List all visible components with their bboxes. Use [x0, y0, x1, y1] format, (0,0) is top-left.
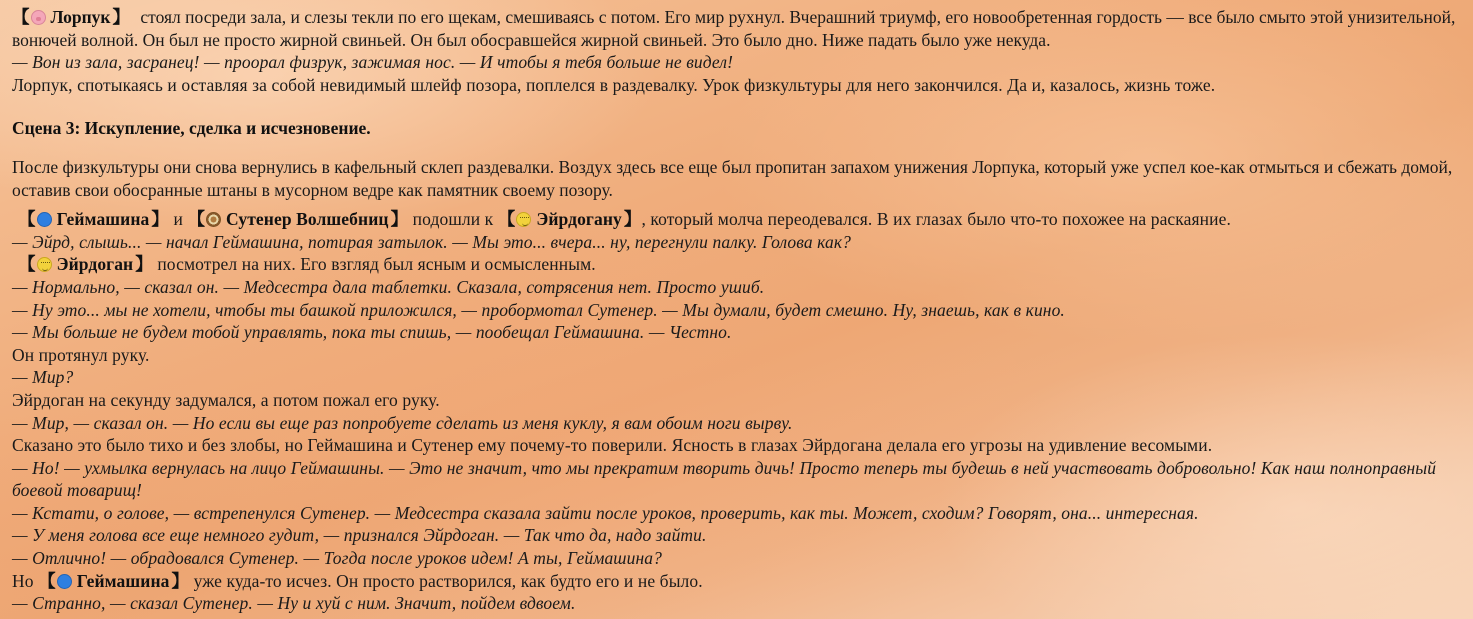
character-name: Эйрдоган — [56, 254, 134, 275]
section-gap-1 — [12, 96, 1461, 117]
trailing-text: , который молча переодевался. В их глазах было что-то похожее на раскаяние. — [641, 209, 1231, 230]
paragraph-text: стоял посреди зала, и слезы текли по его щекам, смешиваясь с потом. Его мир рухнул. Вчерашний триумф, его новообретенная гордость — все было смыто этой унизительной, вонючей волной. Он был не просто жирной свиньей. Он был обосравшейся жирной свиньей. Это было дно. Ниже падать было уже некуда. — [12, 7, 1456, 50]
pig-face-emoji — [31, 10, 46, 25]
dialogue-line-peace-answer: — Мир, — сказал он. — Но если вы еще раз попробуете сделать из меня куклу, я вам обоим ноги вырву. — [12, 412, 793, 433]
section-gap-3 — [12, 201, 1461, 208]
scene-heading-3: Сцена 3: Искупление, сделка и исчезновение. — [12, 118, 371, 139]
tag-bracket-close: 】 — [623, 209, 642, 230]
narration-line-lorpuk-leaves: Лорпук, спотыкаясь и оставляя за собой невидимый шлейф позора, поплелся в раздевалку. Урок физкультуры для него закончился. Да и, казалось, жизнь тоже. — [12, 74, 1216, 95]
line-eyrdogan-looks — [12, 253, 1461, 276]
swirl-emoji — [206, 212, 221, 227]
dialogue-line-eyrdogan-normal: — Нормально, — сказал он. — Медсестра дала таблетки. Сказала, сотрясения нет. Просто ушиб. — [12, 276, 765, 297]
tag-bracket-close: 】 — [112, 7, 131, 27]
paragraph-locker-room: После физкультуры они снова вернулись в кафельный склеп раздевалки. Воздух здесь все еще был пропитан запахом унижения Лорпука, который уже успел кое-как отмыться и сбежать домой, оставив свои обосранные штаны в мусорном ведре как памятник своему позору. — [12, 156, 1453, 200]
character-tag-lorpuk — [12, 7, 130, 27]
dialogue-line-sutener-1: — Ну это... мы не хотели, чтобы ты башкой приложился, — пробормотал Сутенер. — Мы думали, будет смешно. Ну, знаешь, как в кино. — [12, 299, 1065, 320]
tag-bracket-close: 】 — [151, 209, 170, 230]
character-name: Эйрдогану — [536, 209, 622, 230]
dizzy-face-emoji — [516, 212, 531, 227]
paragraph-lorpuk — [12, 6, 1461, 51]
character-tag-eyrdogan — [498, 209, 642, 229]
connector-text-2: подошли к — [408, 209, 498, 230]
dialogue-line-fizruk: — Вон из зала, засранец! — проорал физрук, зажимая нос. — И чтобы я тебя больше не видел! — [12, 52, 733, 73]
narration-line-handshake: Эйрдоган на секунду задумался, а потом пожал его руку. — [12, 389, 440, 410]
character-name: Геймашина — [56, 209, 150, 230]
dialogue-line-sutener-agree: — Отлично! — обрадовался Сутенер. — Тогда после уроков идем! А ты, Геймашина? — [12, 548, 662, 569]
dialogue-line-peace-question: — Мир? — [12, 367, 74, 388]
character-name: Лорпук — [50, 7, 111, 27]
narration-line-handshake-offer: Он протянул руку. — [12, 344, 150, 365]
connector-text-1: и — [169, 209, 188, 230]
dizzy-face-emoji — [37, 257, 52, 272]
trailing-text: посмотрел на них. Его взгляд был ясным и осмысленным. — [152, 254, 596, 275]
dialogue-line-geymashina-1: — Эйрд, слышь... — начал Геймашина, потирая затылок. — Мы это... вчера... ну, перегнули палку. Голова как? — [12, 231, 852, 252]
dialogue-line-eyrdogan-headache: — У меня голова все еще немного гудит, — признался Эйрдоган. — Так что да, надо зайти. — [12, 525, 707, 546]
narration-line-threat-weight: Сказано это было тихо и без злобы, но Геймашина и Сутенер ему почему-то поверили. Ясность в глазах Эйрдогана делала его угрозы на удивление весомыми. — [12, 435, 1213, 456]
tag-bracket-open: 【 — [18, 254, 36, 275]
character-tag-eyrdogan-2 — [18, 254, 153, 274]
character-tag-geymashina — [18, 209, 169, 229]
tag-bracket-close: 】 — [390, 209, 409, 230]
line-geymashina-vanished — [12, 570, 1461, 593]
tag-bracket-close: 】 — [171, 570, 190, 591]
dialogue-line-geymashina-promise: — Мы больше не будем тобой управлять, пока ты спишь, — пообещал Геймашина. — Честно. — [12, 322, 732, 343]
blue-circle-emoji — [57, 574, 72, 589]
tag-bracket-open: 【 — [12, 7, 30, 27]
tag-bracket-open: 【 — [497, 209, 516, 230]
trailing-text: уже куда-то исчез. Он просто растворился, как будто его и не было. — [189, 570, 703, 591]
character-tag-geymashina-2 — [38, 571, 189, 591]
dialogue-line-geymashina-grin: — Но! — ухмылка вернулась на лицо Геймашины. — Это не значит, что мы прекратим творить дичь! Просто теперь ты будешь в ней участвовать добровольно! Как наш полноправный боевой товарищ! — [12, 457, 1437, 501]
character-tag-sutener — [187, 209, 408, 229]
tag-bracket-open: 【 — [187, 209, 206, 230]
dialogue-line-sutener-strange: — Странно, — сказал Сутенер. — Ну и хуй с ним. Значит, пойдем вдвоем. — [12, 593, 576, 614]
section-gap-2 — [12, 140, 1461, 156]
dialogue-line-sutener-nurse: — Кстати, о голове, — встрепенулся Сутенер. — Медсестра сказала зайти после уроков, проверить, как ты. Может, сходим? Говорят, она... интересная. — [12, 502, 1199, 523]
tag-bracket-open: 【 — [38, 570, 56, 591]
line-approach — [12, 208, 1461, 231]
tag-bracket-open: 【 — [18, 209, 36, 230]
character-name: Сутенер Волшебниц — [226, 209, 389, 230]
leading-text: Но — [12, 570, 39, 591]
blue-circle-emoji — [37, 212, 52, 227]
tag-bracket-close: 】 — [135, 254, 153, 275]
character-name: Геймашина — [76, 570, 170, 591]
